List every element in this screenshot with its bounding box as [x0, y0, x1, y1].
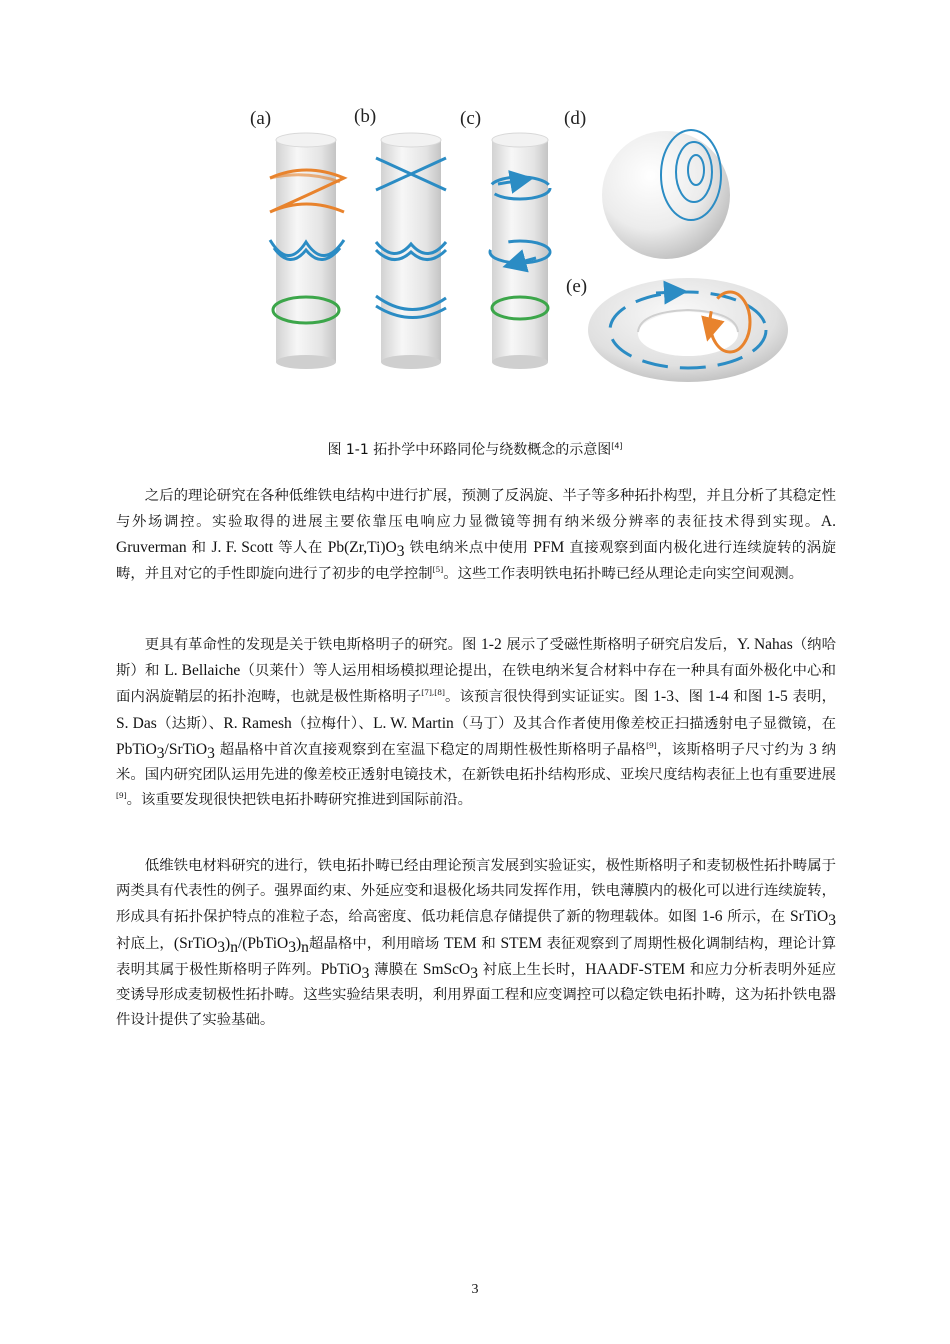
- panel-label-c: (c): [460, 108, 482, 129]
- panel-a-cylinder: [270, 133, 344, 369]
- paragraph-1: 之后的理论研究在各种低维铁电结构中进行扩展，预测了反涡旋、半子等多种拓扑构型，并且分析了其稳定性与外场调控。实验取得的进展主要依靠压电响应力显微镜等拥有纳米级分辨率的表征技术得到实现。A. Gruverman 和 J. F. Scott 等人在 $Pb(Zr,Ti)O_3$ 铁电纳米点中使用 PFM 直接观察到面内极化进行连续旋转的涡旋畴，并且对它的手性即旋向进行了初步的电学控制[5]。这些工作表明铁电拓扑畴已经从理论走向实空间观测。: [116, 488, 836, 582]
- panel-label-a: (a): [250, 108, 272, 129]
- figure-drawing: [236, 100, 796, 420]
- panel-b-cylinder: [376, 133, 446, 369]
- figure-caption: 图 1-1 拓扑学中环路同伦与绕数概念的示意图[4]: [327, 441, 623, 458]
- paragraph-3: 低维铁电材料研究的进行，铁电拓扑畴已经由理论预言发展到实验证实，极性斯格明子和麦韧极性拓扑畴属于两类具有代表性的例子。强界面约束、外延应变和退极化场共同发挥作用，铁电薄膜内的极化可以进行连续旋转，形成具有拓扑保护特点的准粒子态，给高密度、低功耗信息存储提供了新的物理载体。如图 1-6 所示，在 SrTiO$_3$ 衬底上，$(SrTiO_3)_n/(PbTiO_3)_n$超晶格中，利用暗场 TEM 和 STEM 表征观察到了周期性极化调制结构，理论计算表明其属于极性斯格明子阵列。PbTiO$_3$ 薄膜在 SmScO$_3$ 衬底上生长时，HAADF-STEM 和应力分析表明外延应变诱导形成麦韧极性拓扑畴。这些实验结果表明，利用界面工程和应变调控可以稳定铁电拓扑畴，这为拓扑铁电器件设计提供了实验基础。: [116, 858, 836, 1029]
- panel-label-b: (b): [354, 106, 377, 127]
- panel-c-cylinder: [490, 133, 550, 369]
- page-number: 3: [471, 1282, 479, 1297]
- paragraph-2: 更具有革命性的发现是关于铁电斯格明子的研究。图 1-2 展示了受磁性斯格明子研究启发后，Y. Nahas（纳哈斯）和 L. Bellaiche（贝莱什）等人运用相场模拟理论提出，在铁电纳米复合材料中存在一种具有面外极化中心和面内涡旋鞘层的拓扑泡畴，也就是极性斯格明子[7],[8]。该预言很快得到实证证实。图 1-3、图 1-4 和图 1-5 表明，S. Das（达斯）、R. Ramesh（拉梅什）、L. W. Martin（马丁）及其合作者使用像差校正扫描透射电子显微镜，在 PbTiO$_3$/SrTiO$_3$ 超晶格中首次直接观察到在室温下稳定的周期性极性斯格明子晶格[9]，该斯格明子尺寸约为 3 纳米。国内研究团队运用先进的像差校正透射电镜技术，在新铁电拓扑结构形成、亚埃尺度结构表征上也有重要进展[9]。该重要发现很快把铁电拓扑畴研究推进到国际前沿。: [116, 636, 837, 809]
- panel-label-d: (d): [564, 108, 587, 129]
- panel-e-torus: [588, 278, 788, 382]
- panel-label-e: (e): [566, 276, 588, 297]
- topology-figure: [236, 100, 796, 420]
- panel-d-sphere: [602, 130, 730, 259]
